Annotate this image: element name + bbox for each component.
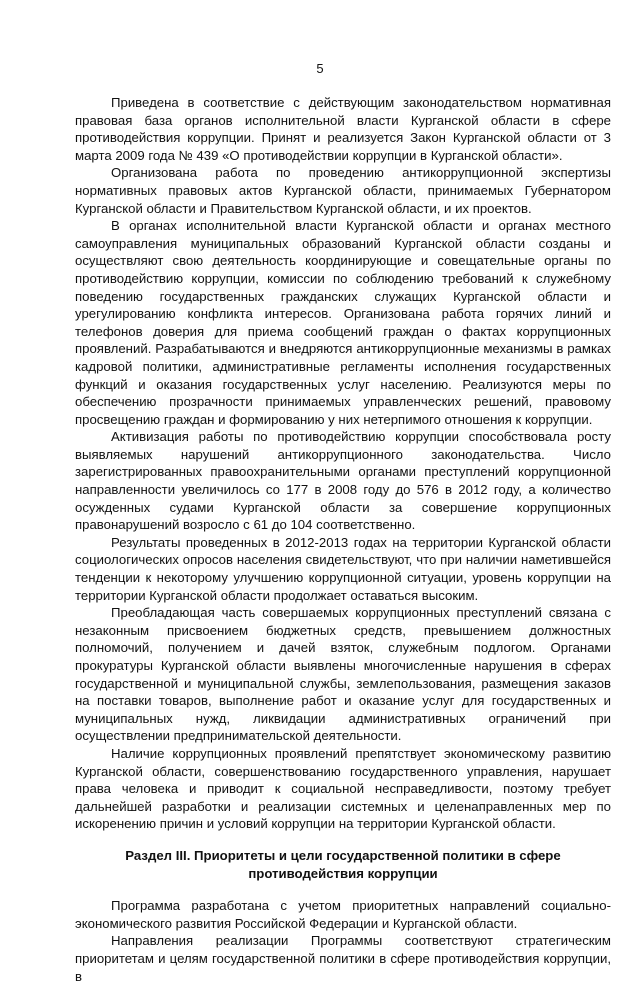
paragraph-crime-types: Преобладающая часть совершаемых коррупционных преступлений связана с незаконным присвоением бюджетных средств, превышением должностных полномочий, получением и дачей взяток, служебным подлогом. Органами прокуратуры Курганской области выявлены многочисленные нарушения в сферах государственной и муниципальной службы, землепользования, размещения заказов на поставки товаров, выполнение работ и оказание услуг для государственных и муниципальных нужд, ликвидации административных ограничений при осуществлении предпринимательской деятельности. <box>75 605 611 744</box>
section-heading: Раздел III. Приоритеты и цели государственной политики в сфере противодействия коррупции <box>125 847 561 881</box>
paragraph-program-directions: Направления реализации Программы соответствуют стратегическим приоритетам и целям государственной политики в сфере противодействия коррупции, в <box>75 933 611 984</box>
paragraph-consequences: Наличие коррупционных проявлений препятствует экономическому развитию Курганской области, совершенствованию государственного управления, нарушает права человека и приводит к социальной несправедливости, поэтому требует дальнейшей разработки и реализации системных и целенаправленных мер по искоренению причин и условий коррупции на территории Курганской области. <box>75 745 611 832</box>
document-body <box>75 94 611 985</box>
paragraph-surveys: Результаты проведенных в 2012-2013 годах на территории Курганской области социологических опросов населения свидетельствуют, что при наличии наметившейся тенденции к некоторому улучшению коррупционной ситуации, уровень коррупции на территории Курганской области продолжает оставаться высоким. <box>75 534 611 603</box>
paragraph-legal-base: Приведена в соответствие с действующим законодательством нормативная правовая база органов исполнительной власти Курганской области в сфере противодействия коррупции. Принят и реализуется Закон Курганской области от 3 марта 2009 года № 439 «О противодействии коррупции в Курганской области». <box>75 95 611 163</box>
paragraph-commissions: В органах исполнительной власти Курганской области и органах местного самоуправления муниципальных образований Курганской области созданы и осуществляют свою деятельность координирующие и совещательные органы по противодействию коррупции, комиссии по соблюдению требований к служебному поведению государственных гражданских служащих Курганской области и урегулированию конфликта интересов. Организована работа горячих линий и телефонов доверия для приема сообщений граждан о фактах коррупционных проявлений. Разрабатываются и внедряются антикоррупционные механизмы в рамках кадровой политики, административные регламенты исполнения государственных функций и оказания государственных услуг населению. Реализуются меры по обеспечению прозрачности принимаемых управленческих решений, правовому просвещению граждан и формированию у них нетерпимого отношения к коррупции. <box>75 218 611 427</box>
page-number: 5 <box>316 61 324 76</box>
paragraph-program-basis: Программа разработана с учетом приоритетных направлений социально-экономического развития Российской Федерации и Курганской области. <box>75 898 611 931</box>
paragraph-statistics: Активизация работы по противодействию коррупции способствовала росту выявляемых нарушений антикоррупционного законодательства. Число зарегистрированных правоохранительными органами преступлений коррупционной направленности увеличилось со 177 в 2008 году до 576 в 2012 году, а количество осужденных судами Курганской области за совершение коррупционных правонарушений возросло с 61 до 104 соответственно. <box>75 429 611 533</box>
paragraph-expertise: Организована работа по проведению антикоррупционной экспертизы нормативных правовых актов Курганской области, принимаемых Губернатором Курганской области и Правительством Курганской области, и их проектов. <box>75 165 611 216</box>
